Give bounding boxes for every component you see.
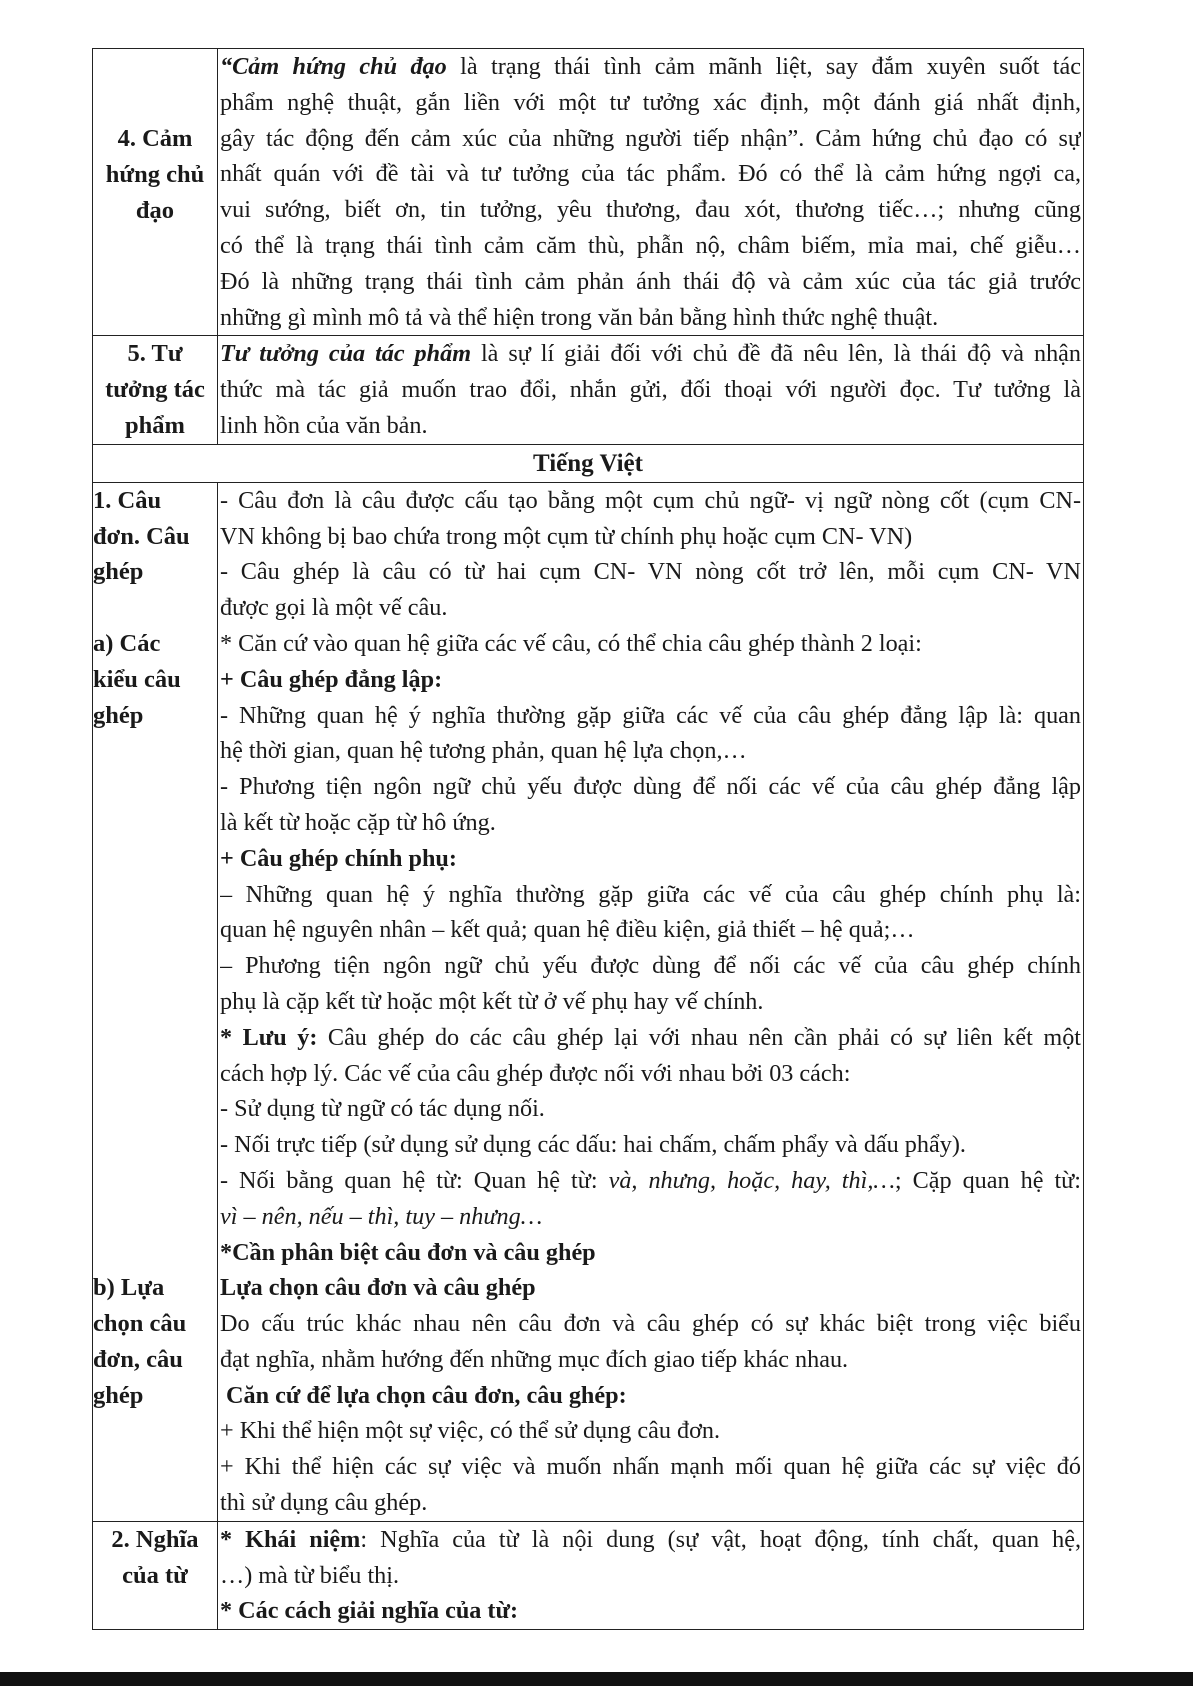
paragraph-line: quan hệ nguyên nhân – kết quả; quan hệ điều kiện, giả thiết – hệ quả;…: [220, 916, 915, 944]
row-label-line: phẩm: [125, 411, 185, 439]
paragraph-line: linh hồn của văn bản.: [220, 411, 428, 439]
row-label-line: tưởng tác: [105, 376, 205, 404]
paragraph-line: + Khi thể hiện một sự việc, có thể sử dụng câu đơn.: [220, 1417, 721, 1445]
row-label-line: b) Lựa: [93, 1274, 165, 1302]
paragraph-line: - Phương tiện ngôn ngữ chủ yếu được dùng để nối các vế của câu ghép đẳng lập: [220, 773, 1081, 801]
row-content-cell: [218, 336, 1084, 444]
paragraph-line: đạt nghĩa, nhằm hướng đến những mục đích giao tiếp khác nhau.: [220, 1345, 849, 1373]
row-content-cell: [218, 49, 1084, 336]
table-row-section: [93, 444, 1084, 482]
text: : Nghĩa của từ là nội dung (sự vật, hoạt động, tính chất, quan hệ,: [360, 1525, 1081, 1553]
row-label-line: 1. Câu: [93, 486, 162, 514]
text: ; Cặp quan hệ từ:: [894, 1166, 1081, 1194]
paragraph-line: thì sử dụng câu ghép.: [220, 1489, 428, 1517]
paragraph-line: nhất quán với đề tài và tư tưởng của tác phẩm. Đó có thể là cảm hứng ngợi ca,: [220, 160, 1081, 188]
paragraph-line: vui sướng, biết ơn, tin tưởng, yêu thương, đau xót, thương tiếc…; nhưng cũng: [220, 196, 1081, 224]
row-content-cell: [218, 482, 1084, 1521]
note-label: * Lưu ý:: [220, 1023, 318, 1051]
row-label-line: đạo: [135, 196, 175, 224]
paragraph-line: …) mà từ biểu thị.: [220, 1561, 400, 1589]
term: Tư tưởng của tác phẩm: [220, 340, 472, 368]
paragraph-line: * Các cách giải nghĩa của từ:: [220, 1597, 519, 1625]
row-label-line: ghép: [93, 701, 144, 729]
row-label-line: hứng chủ: [105, 160, 205, 188]
row-label-line: ghép: [93, 1381, 144, 1409]
paragraph-line: + Câu ghép chính phụ:: [220, 844, 457, 872]
paragraph-line: Căn cứ để lựa chọn câu đơn, câu ghép:: [220, 1381, 627, 1409]
italic-text: và, nhưng, hoặc, hay, thì,…: [608, 1166, 895, 1194]
scan-bottom-edge: [0, 1672, 1193, 1686]
row-label-line: 4. Cảm: [117, 125, 193, 152]
row-label-cell: [93, 49, 218, 336]
paragraph-line: [220, 1522, 1081, 1558]
paragraph-line: hệ thời gian, quan hệ tương phản, quan hệ lựa chọn,…: [220, 737, 747, 765]
text: Câu ghép do các câu ghép lại với nhau nên cần phải có sự liên kết một: [317, 1023, 1081, 1051]
text: - Nối bằng quan hệ từ: Quan hệ từ:: [220, 1166, 609, 1194]
paragraph-line: thức mà tác giả muốn trao đổi, nhắn gửi, đối thoại với người đọc. Tư tưởng là: [220, 376, 1081, 404]
section-title: Tiếng Việt: [93, 444, 1084, 482]
row-label-cell: [93, 336, 218, 444]
paragraph-line: - Sử dụng từ ngữ có tác dụng nối.: [220, 1095, 545, 1123]
paragraph-line: [220, 1020, 1081, 1056]
paragraph-line: phụ là cặp kết từ hoặc một kết từ ở vế phụ hay vế chính.: [220, 987, 764, 1015]
row-label-line: chọn câu: [93, 1310, 187, 1338]
table-row-cam-hung: [93, 49, 1084, 336]
row-label-line: đơn, câu: [93, 1345, 183, 1373]
row-label-line: kiểu câu: [93, 665, 181, 693]
paragraph-line: những gì mình mô tả và thể hiện trong văn bản bằng hình thức nghệ thuật.: [220, 303, 939, 331]
row-label-cell: [93, 1521, 218, 1629]
table-row-tu-tuong: [93, 336, 1084, 444]
paragraph-line: VN không bị bao chứa trong một cụm từ chính phụ hoặc cụm CN- VN): [220, 522, 913, 550]
paragraph-line: cách hợp lý. Các vế của câu ghép được nối với nhau bởi 03 cách:: [220, 1059, 851, 1087]
concept-label: * Khái niệm: [220, 1525, 361, 1553]
row-label-line: đơn. Câu: [93, 522, 190, 550]
paragraph-line: [220, 49, 1081, 85]
text: là sự lí giải đối với chủ đề đã nêu lên, là thái độ và nhận: [471, 340, 1081, 368]
paragraph-line: Lựa chọn câu đơn và câu ghép: [220, 1274, 536, 1302]
term: “Cảm hứng chủ đạo: [220, 53, 447, 80]
paragraph-line: là kết từ hoặc cặp từ hô ứng.: [220, 808, 496, 836]
paragraph-line: gây tác động đến cảm xúc của những người tiếp nhận”. Cảm hứng chủ đạo có sự: [220, 124, 1081, 152]
row-label-line: của từ: [122, 1561, 188, 1589]
paragraph-line: + Câu ghép đẳng lập:: [220, 665, 443, 693]
paragraph-line: có thể là trạng thái tình cảm căm thù, phẫn nộ, châm biếm, mỉa mai, chế giễu…: [220, 231, 1081, 259]
paragraph-line: – Những quan hệ ý nghĩa thường gặp giữa các vế của câu ghép chính phụ là:: [220, 880, 1081, 908]
table-row-cau-don: [93, 482, 1084, 1521]
document-page: [92, 48, 1084, 1630]
paragraph-line: được gọi là một vế câu.: [220, 594, 448, 622]
paragraph-line: [220, 1163, 1081, 1199]
paragraph-line: [220, 336, 1081, 372]
paragraph-line: - Câu đơn là câu được cấu tạo bằng một cụm chủ ngữ- vị ngữ nòng cốt (cụm CN-: [220, 486, 1081, 514]
paragraph-line: phẩm nghệ thuật, gắn liền với một tư tưởng xác định, một đánh giá nhất định,: [220, 88, 1081, 116]
row-label-line: 5. Tư: [127, 340, 183, 368]
text: là trạng thái tình cảm mãnh liệt, say đắm xuyên suốt tác: [446, 53, 1081, 80]
paragraph-line: * Căn cứ vào quan hệ giữa các vế câu, có thể chia câu ghép thành 2 loại:: [220, 629, 922, 657]
table-row-nghia-tu: [93, 1521, 1084, 1629]
paragraph-line: *Cần phân biệt câu đơn và câu ghép: [220, 1238, 596, 1266]
paragraph-line: + Khi thể hiện các sự việc và muốn nhấn mạnh mối quan hệ giữa các sự việc đó: [220, 1453, 1081, 1481]
row-label-line: ghép: [93, 558, 144, 586]
row-content-cell: [218, 1521, 1084, 1629]
paragraph-line: vì – nên, nếu – thì, tuy – nhưng…: [220, 1202, 543, 1230]
paragraph-line: - Câu ghép là câu có từ hai cụm CN- VN nòng cốt trở lên, mỗi cụm CN- VN: [220, 558, 1081, 586]
paragraph-line: – Phương tiện ngôn ngữ chủ yếu được dùng để nối các vế của câu ghép chính: [220, 952, 1081, 980]
content-table: [92, 48, 1084, 1630]
row-label-line: 2. Nghĩa: [111, 1525, 199, 1553]
paragraph-line: - Những quan hệ ý nghĩa thường gặp giữa các vế của câu ghép đẳng lập là: quan: [220, 701, 1081, 729]
row-label-cell: [93, 482, 218, 1521]
row-label-line: a) Các: [93, 629, 161, 657]
paragraph-line: - Nối trực tiếp (sử dụng sử dụng các dấu: hai chấm, chấm phẩy và dấu phẩy).: [220, 1131, 966, 1159]
paragraph-line: Đó là những trạng thái tình cảm phản ánh thái độ và cảm xúc của tác giả trước: [220, 267, 1081, 295]
paragraph-line: Do cấu trúc khác nhau nên câu đơn và câu ghép có sự khác biệt trong việc biểu: [220, 1310, 1081, 1338]
